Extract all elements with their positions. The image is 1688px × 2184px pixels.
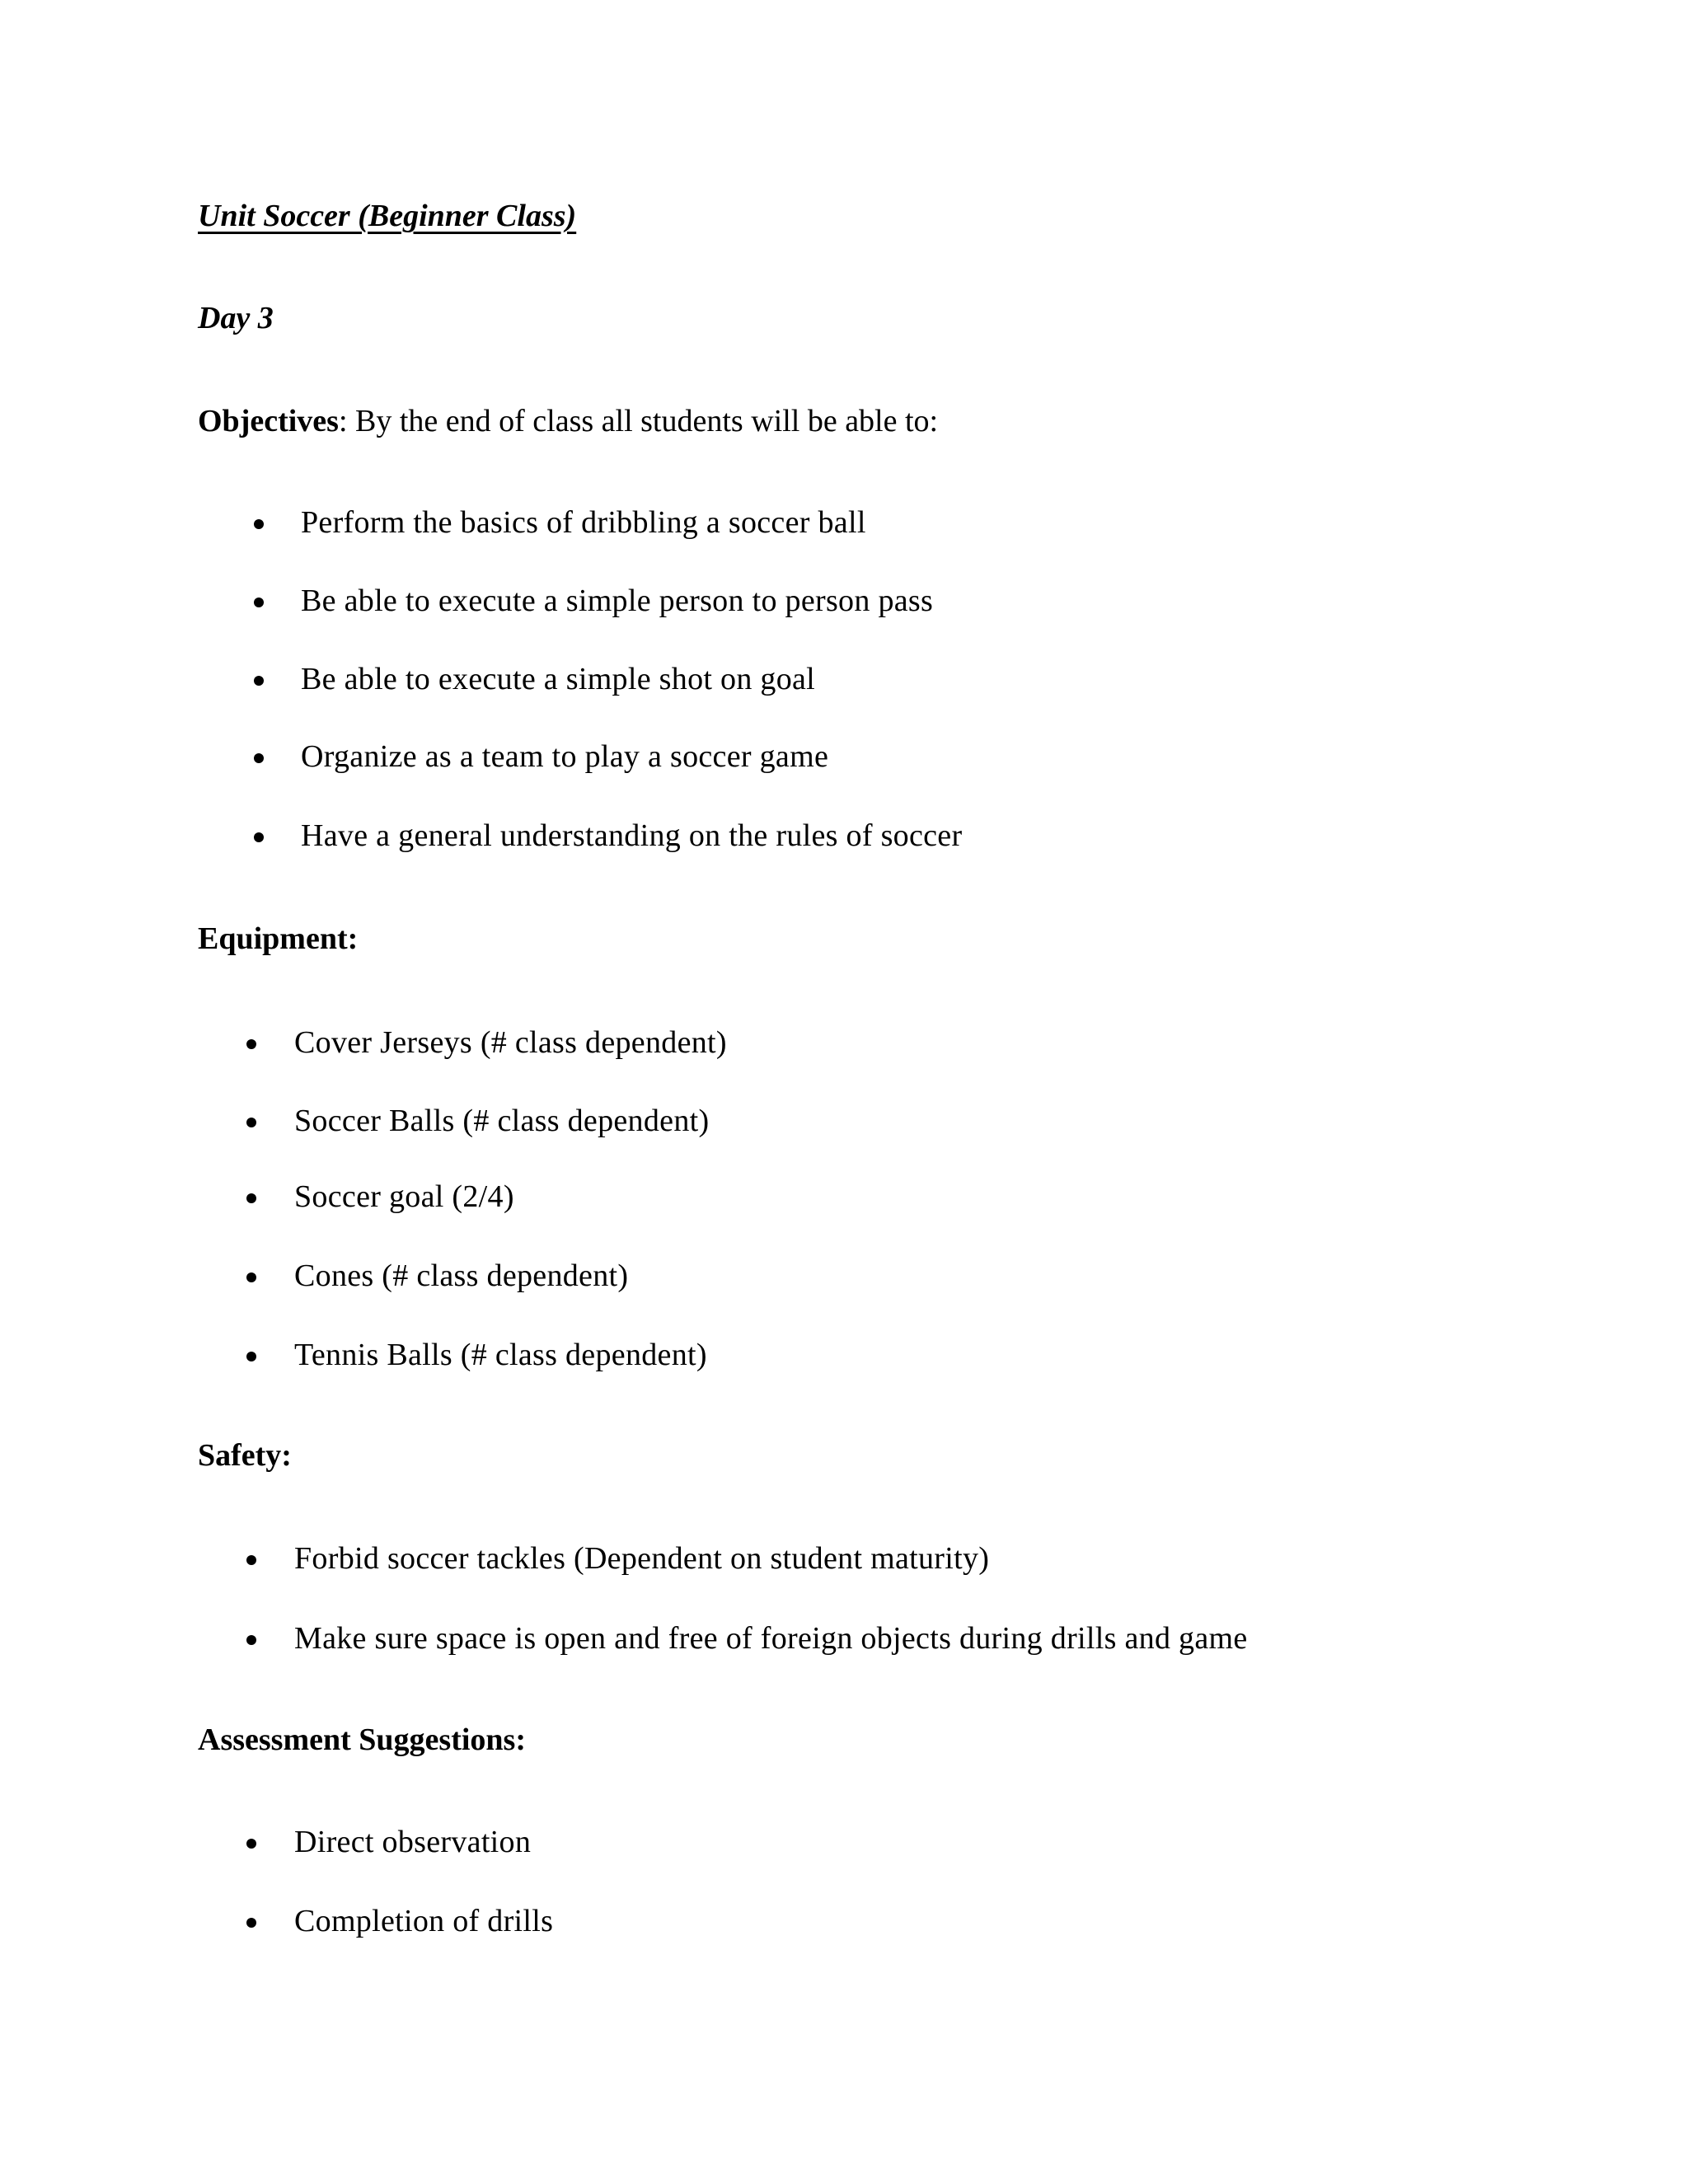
day-label: Day 3 — [198, 301, 274, 335]
bullet-icon — [246, 1352, 256, 1361]
objective-item: Perform the basics of dribbling a soccer ball — [301, 505, 866, 540]
objective-item: Organize as a team to play a soccer game — [301, 739, 829, 774]
bullet-icon — [246, 1635, 256, 1645]
objectives-line — [198, 401, 938, 441]
bullet-icon — [254, 519, 264, 529]
objective-item: Be able to execute a simple shot on goal — [301, 662, 816, 696]
bullet-icon — [246, 1193, 256, 1203]
bullet-icon — [246, 1555, 256, 1565]
bullet-icon — [254, 832, 264, 842]
equipment-heading: Equipment: — [198, 921, 359, 956]
equipment-item: Cover Jerseys (# class dependent) — [294, 1025, 727, 1060]
assessment-item: Completion of drills — [294, 1904, 554, 1938]
equipment-item: Tennis Balls (# class dependent) — [294, 1338, 707, 1372]
assessment-item: Direct observation — [294, 1825, 532, 1859]
bullet-icon — [254, 676, 264, 686]
objectives-heading: Objectives — [198, 404, 339, 438]
safety-item: Forbid soccer tackles (Dependent on student maturity) — [294, 1541, 990, 1576]
safety-item: Make sure space is open and free of foreign objects during drills and game — [294, 1621, 1248, 1656]
document-title: Unit Soccer (Beginner Class) — [198, 199, 577, 233]
objective-item: Have a general understanding on the rules of soccer — [301, 818, 963, 853]
equipment-item: Soccer Balls (# class dependent) — [294, 1104, 710, 1138]
objective-item: Be able to execute a simple person to person pass — [301, 583, 934, 618]
assessment-heading: Assessment Suggestions: — [198, 1722, 526, 1757]
bullet-icon — [254, 598, 264, 607]
bullet-icon — [246, 1039, 256, 1049]
safety-heading: Safety: — [198, 1438, 292, 1473]
bullet-icon — [254, 753, 264, 763]
objectives-intro: : By the end of class all students will be able to: — [338, 404, 939, 438]
equipment-item: Cones (# class dependent) — [294, 1258, 629, 1293]
bullet-icon — [246, 1918, 256, 1928]
equipment-item: Soccer goal (2/4) — [294, 1179, 514, 1214]
bullet-icon — [246, 1118, 256, 1127]
bullet-icon — [246, 1272, 256, 1282]
bullet-icon — [246, 1839, 256, 1849]
